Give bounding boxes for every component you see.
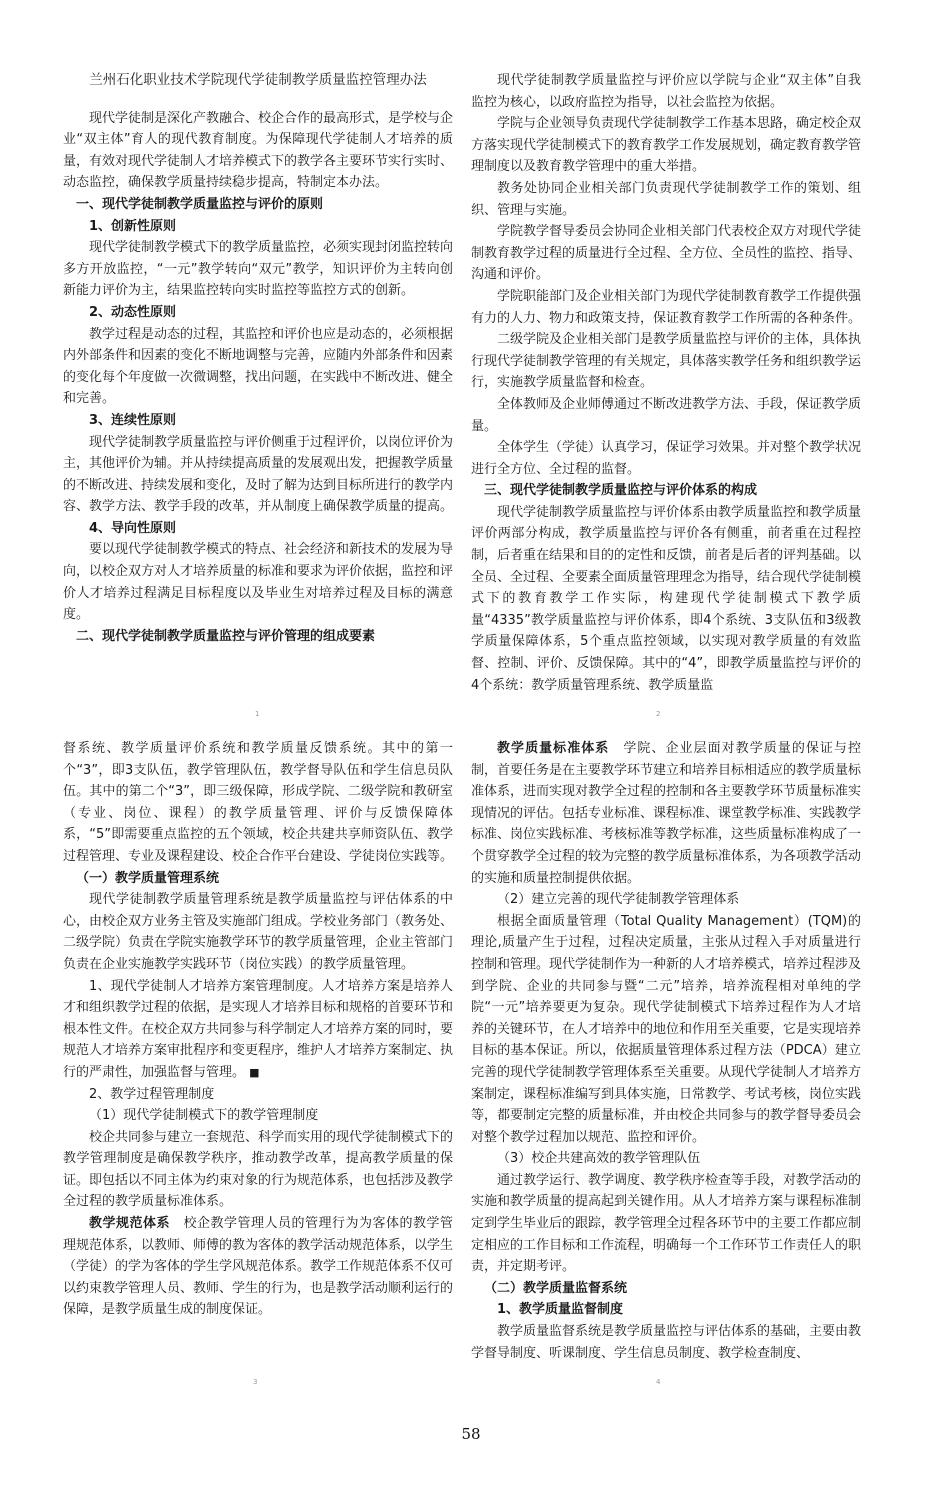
paragraph-text: 校企教学管理人员的管理行为为客体的教学管理规范体系，以教师、师傅的教为客体的教学活动规范体系，以学生（学徒）的学为客体的学生学风规范体系。教学工作规范体系不仅可以约束教学管理人员、教师、学生的行为，也是教学活动顺利运行的保障，是教学质量生成的制度保证。 bbox=[63, 1216, 454, 1318]
principle-heading: 2、动态性原则 bbox=[89, 304, 177, 320]
subheading: 2、教学过程管理制度 bbox=[89, 1086, 215, 1102]
paragraph: 教学过程是动态的过程，其监控和评价也应是动态的，必须根据内外部条件和因素的变化不断地调整与完善，应随内外部条件和因素的变化每个年度做一次微调整，找出问题，在实践中不断改进、健全和完善。 bbox=[63, 326, 454, 407]
document-page-2 bbox=[471, 70, 861, 696]
paragraph bbox=[471, 738, 861, 889]
document-page-4 bbox=[471, 738, 861, 1364]
page-number-small: 4 bbox=[656, 1378, 661, 1386]
subsection-heading: （一）教学质量管理系统 bbox=[76, 870, 220, 886]
paragraph: 校企共同参与建立一套规范、科学而实用的现代学徒制模式下的教学管理制度是确保教学秩序，推动教学改革，提高教学质量的保证。即包括以不同主体为约束对象的行为规范体系，也包括涉及教学全过程的教学质量标准体系。 bbox=[63, 1129, 454, 1210]
page-number-small: 1 bbox=[255, 710, 260, 718]
footer-page-number: 58 bbox=[461, 1425, 481, 1443]
principle-heading: 1、创新性原则 bbox=[89, 218, 177, 234]
paragraph bbox=[63, 976, 453, 1084]
paragraph bbox=[63, 1213, 453, 1321]
paragraph: 教学质量监督系统是教学质量监控与评估体系的基础，主要由教学督导制度、听课制度、学生信息员制度、教学检查制度、 bbox=[471, 1324, 862, 1361]
section-heading: 三、现代学徒制教学质量监控与评价体系的构成 bbox=[484, 483, 758, 499]
paragraph: 教务处协同企业相关部门负责现代学徒制教学工作的策划、组织、管理与实施。 bbox=[471, 180, 861, 218]
paragraph: 现代学徒制教学模式下的教学质量监控，必须实现封闭监控转向多方开放监控，“一元”教学转向“双元”教学，知识评价为主转向创新能力评价为主，结果监控转向实时监控等监控方式的创新。 bbox=[63, 240, 454, 299]
inline-term: 教学质量标准体系 bbox=[497, 741, 610, 756]
paragraph: 全体教师及企业师傅通过不断改进教学方法、手段，保证教学质量。 bbox=[471, 396, 862, 434]
paragraph: 通过教学运行、教学调度、教学秩序检查等手段，对教学活动的实施和教学质量的提高起到关键作用。从人才培养方案与课程标准制定到学生毕业后的跟踪，教学管理全过程各环节中的主要工作都应制定相应的工作目标和工作流程，明确每一个工作环节工作责任人的职责，并定期考评。 bbox=[471, 1172, 862, 1275]
paragraph: 督系统、教学质量评价系统和教学质量反馈系统。其中的第一个“3”，即3支队伍，教学管理队伍，教学督导队伍和学生信息员队伍。其中的第二个“3”，即三级保障，形成学院、二级学院和教研室（专业、岗位、课程）的教学质量管理、评价与反馈保障体系，“5”即需要重点监控的五个领域，校企共建共享师资队伍、教学过程管理、专业及课程建设、校企合作平台建设、学徒岗位实践等。 bbox=[63, 741, 454, 864]
intro-paragraph: 现代学徒制是深化产教融合、校企合作的最高形式，是学校与企业“双主体”育人的现代教育制度。为保障现代学徒制人才培养的质量，有效对现代学徒制人才培养模式下的教学各主要环节实行实时、动态监控，确保教学质量持续稳步提高，特制定本办法。 bbox=[63, 110, 454, 191]
section-heading: 二、现代学徒制教学质量监控与评价管理的组成要素 bbox=[76, 628, 376, 644]
paragraph: 根据全面质量管理（Total Quality Management）(TQM)的理论,质量产生于过程，过程决定质量，主张从过程入手对质量进行控制和管理。现代学徒制作为一种新的人才培养模式，培养过程涉及到学院、企业的共同参与暨“二元”培养，培养流程相对单纯的学院“一元”培养要更为复杂。现代学徒制模式下培养过程作为人才培养的关键环节，在人才培养中的地位和作用至关重要，它是实现培养目标的基本保证。所以，依据质量管理体系过程方法（PDCA）建立完善的现代学徒制教学管理体系至关重要。从现代学徒制人才培养方案制定，课程标准编写到具体实施，日常教学、考试考核，岗位实践等，都要制定完整的质量标准，并由校企共同参与的教学督导委员会对整个教学过程加以规范、监控和评价。 bbox=[471, 913, 862, 1145]
subheading: 1、教学质量监督制度 bbox=[497, 1302, 624, 1318]
paragraph: 现代学徒制教学质量监控与评价应以学院与企业“双主体”自我监控为核心，以政府监控为指导，以社会监控为依据。 bbox=[471, 73, 861, 110]
paragraph: 学院职能部门及企业相关部门为现代学徒制教育教学工作提供强有力的人力、物力和政策支持，保证教育教学工作所需的各种条件。 bbox=[471, 288, 862, 326]
paragraph: 要以现代学徒制教学模式的特点、社会经济和新技术的发展为导向，以校企双方对人才培养质量的标准和要求为评价依据，监控和评价人才培养过程满足目标程度以及毕业生对培养过程及目标的满意度。 bbox=[63, 542, 454, 623]
paragraph: 学院教学督导委员会协同企业相关部门代表校企双方对现代学徒制教育教学过程的质量进行全过程、全方位、全员性的监控、指导、沟通和评价。 bbox=[471, 224, 862, 283]
paragraph: 全体学生（学徒）认真学习，保证学习效果。并对整个教学状况进行全方位、全过程的监督。 bbox=[471, 440, 862, 477]
paragraph-text: 学院、企业层面对教学质量的保证与控制，首要任务是在主要教学环节建立和培养目标相适应的教学质量标准体系，进而实现对教学全过程的控制和各主要教学环节质量标准实现情况的评估。包括专业标准、课程标准、课堂教学标准、实践教学标准、岗位实践标准、考核标准等教学标准，这些质量标准构成了一个贯穿教学全过程的较为完整的教学质量标准体系，为各项教学活动的实施和质量控制提供依据。 bbox=[471, 741, 862, 886]
page-number-small: 3 bbox=[253, 1378, 258, 1386]
inline-term: 教学规范体系 bbox=[89, 1216, 170, 1232]
principle-heading: 3、连续性原则 bbox=[89, 412, 177, 428]
paragraph: 现代学徒制教学质量管理系统是教学质量监控与评估体系的中心，由校企双方业务主管及实施部门组成。学校业务部门（教务处、二级学院）负责在学院实施教学环节的教学质量管理，企业主管部门负责在企业实施教学实践环节（岗位实践）的教学质量管理。 bbox=[63, 892, 454, 972]
document-page-1 bbox=[63, 70, 453, 647]
paragraph-text: 1、现代学徒制人才培养方案管理制度。人才培养方案是培养人才和组织教学过程的依据，是实现人才培养目标和规格的首要环节和根本性文件。在校企双方共同参与科学制定人才培养方案的同时，要规范人才培养方案审批程序和变更程序，维护人才培养方案制定、执行的严肃性，加强监督与管理。 bbox=[63, 978, 454, 1080]
subheading: （1）现代学徒制模式下的教学管理制度 bbox=[89, 1108, 319, 1124]
subheading: （2）建立完善的现代学徒制教学管理体系 bbox=[497, 892, 740, 908]
document-title: 兰州石化职业技术学院现代学徒制教学质量监控管理办法 bbox=[89, 72, 427, 88]
paragraph: 现代学徒制教学质量监控与评价体系由教学质量监控和教学质量评价两部分构成，教学质量监控与评价各有侧重，前者重在过程控制，后者重在结果和目的的定性和反馈，前者是后者的评判基础。以全员、全过程、全要素全面质量管理理念为指导，结合现代学徒制模式下的教育教学工作实际，构建现代学徒制模式下教学质量“4335”教学质量监控与评价体系，即4个系统、3支队伍和3级教学质量保障体系，5个重点监控领域，以实现对教学质量的有效监督、控制、评价、反馈保障。其中的“4”，即教学质量监控与评价的4个系统：教学质量管理系统、教学质量监 bbox=[471, 504, 862, 693]
principle-heading: 4、导向性原则 bbox=[89, 520, 177, 536]
square-mark: ■ bbox=[249, 1065, 260, 1079]
paragraph: 现代学徒制教学质量监控与评价侧重于过程评价，以岗位评价为主，其他评价为辅。并从持续提高质量的发展观出发，把握教学质量的不断改进、持续发展和变化，及时了解为达到目标所进行的教学内容、教学方法、教学手段的改革，并从制度上确保教学质量的提高。 bbox=[63, 434, 454, 515]
paragraph: 二级学院及企业相关部门是教学质量监控与评价的主体，具体执行现代学徒制教学管理的有关规定，具体落实教学任务和组织教学运行，实施教学质量监督和检查。 bbox=[471, 332, 862, 391]
document-page-3 bbox=[63, 738, 453, 1321]
subsection-heading: （二）教学质量监督系统 bbox=[484, 1280, 628, 1296]
paragraph: 学院与企业领导负责现代学徒制教学工作基本思路，确定校企双方落实现代学徒制模式下的教育教学工作发展规划，确定教育教学管理制度以及教育教学管理中的重大举措。 bbox=[471, 116, 862, 175]
section-heading: 一、现代学徒制教学质量监控与评价的原则 bbox=[76, 196, 324, 212]
page-number-small: 2 bbox=[656, 710, 661, 718]
subheading: （3）校企共建高效的教学管理队伍 bbox=[497, 1151, 701, 1167]
